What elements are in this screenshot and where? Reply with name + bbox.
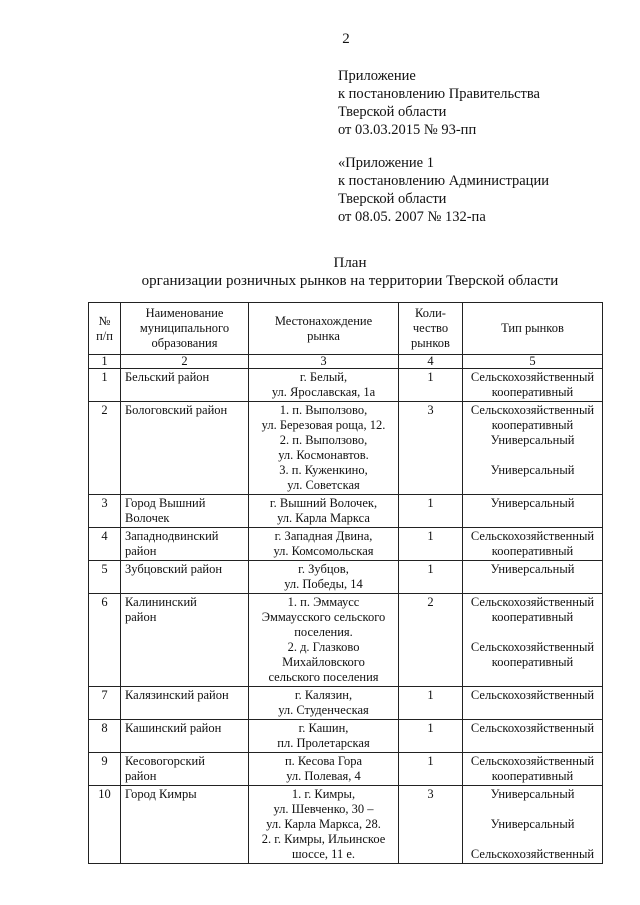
cell-type <box>463 687 603 720</box>
cell-line: 1 <box>427 721 434 735</box>
cell-qty <box>399 786 463 864</box>
cell-line: район <box>125 544 157 558</box>
cell-line: 2. г. Кимры, Ильинское <box>261 832 386 846</box>
cell-line: ул. Шевченко, 30 – <box>273 802 374 816</box>
cell-line: 8 <box>101 721 108 735</box>
cell-line: п. Кесова Гора <box>284 754 363 768</box>
cell-name <box>121 594 249 687</box>
cell-line: Кашинский район <box>125 721 222 735</box>
cell-line: Универсальный <box>490 817 575 831</box>
cell-line: ул. Студенческая <box>278 703 369 717</box>
cell-line: Бельский район <box>125 370 210 384</box>
cell-line: район <box>125 769 157 783</box>
cell-line: Сельскохозяйственный <box>470 403 595 417</box>
cell-line: г. Вышний Волочек, <box>269 496 378 510</box>
cell-line: Эммаусского сельского <box>261 610 386 624</box>
cell-line: 1 <box>427 370 434 384</box>
cell-location <box>249 786 399 864</box>
cell-line: Калязинский район <box>125 688 229 702</box>
cell-line: Михайловского <box>282 655 365 669</box>
appendix-header <box>338 67 540 139</box>
cell-name <box>121 561 249 594</box>
cell-gap <box>465 625 600 640</box>
cell-line: Сельскохозяйственный <box>470 529 595 543</box>
cell-line: Калининский <box>125 595 197 609</box>
cell-line: 7 <box>101 688 108 702</box>
cell-line: 2 <box>427 595 434 609</box>
appendix-line: к постановлению Правительства <box>338 86 540 102</box>
table-row <box>89 369 603 402</box>
cell-line: Универсальный <box>490 787 575 801</box>
cell-line: Город Вышний <box>125 496 206 510</box>
cell-line: Западнодвинский <box>125 529 219 543</box>
cell-line: Универсальный <box>490 562 575 576</box>
table-row <box>89 753 603 786</box>
cell-qty <box>399 495 463 528</box>
cell-gap <box>465 802 600 817</box>
cell-line: кооперативный <box>491 769 574 783</box>
cell-location <box>249 720 399 753</box>
cell-line: 9 <box>101 754 108 768</box>
cell-line: 3 <box>427 403 434 417</box>
cell-type <box>463 495 603 528</box>
cell-line: г. Кашин, <box>298 721 349 735</box>
cell-line: ул. Карла Маркса <box>277 511 370 525</box>
plan-title: План <box>333 255 367 271</box>
cell-qty <box>399 687 463 720</box>
cell-qty <box>399 402 463 495</box>
appendix-line: к постановлению Администрации <box>338 173 549 189</box>
cell-line: 1 <box>427 688 434 702</box>
cell-line: 4 <box>101 529 108 543</box>
cell-line: Сельскохозяйственный <box>470 721 595 735</box>
table-row <box>89 495 603 528</box>
table-row <box>89 402 603 495</box>
cell-line: г. Калязин, <box>294 688 353 702</box>
cell-type <box>463 369 603 402</box>
cell-line: Зубцовский район <box>125 562 223 576</box>
cell-line: кооперативный <box>491 418 574 432</box>
cell-line: 3 <box>427 787 434 801</box>
cell-num <box>89 687 121 720</box>
header-name <box>121 303 249 355</box>
cell-line: 3. п. Куженкино, <box>279 463 368 477</box>
index-cell: 5 <box>463 355 603 369</box>
cell-num <box>89 402 121 495</box>
cell-line: рынка <box>307 328 340 343</box>
cell-line: Тип рынков <box>501 321 564 335</box>
cell-line: Город Кимры <box>125 787 197 801</box>
cell-line: Универсальный <box>490 433 575 447</box>
table-row <box>89 786 603 864</box>
cell-line: рынков <box>411 336 450 350</box>
cell-line: 2. п. Выползово, <box>279 433 368 447</box>
plan-subtitle: организации розничных рынков на территории Тверской области <box>141 273 559 289</box>
cell-location <box>249 594 399 687</box>
cell-line: 6 <box>101 595 108 609</box>
appendix-line: Приложение <box>338 68 416 84</box>
cell-line: 1. г. Кимры, <box>291 787 356 801</box>
cell-line: г. Западная Двина, <box>274 529 373 543</box>
cell-line: 1. п. Эммаусс <box>287 595 360 609</box>
cell-line: 1 <box>101 370 108 384</box>
cell-line: Наименование <box>145 306 224 320</box>
cell-type <box>463 753 603 786</box>
cell-line: Сельскохозяйственный <box>470 640 595 654</box>
cell-line: район <box>125 610 157 624</box>
cell-line: сельского поселения <box>268 670 379 684</box>
cell-num <box>89 786 121 864</box>
cell-name <box>121 402 249 495</box>
cell-line: 1 <box>427 496 434 510</box>
cell-line: Бологовский район <box>125 403 228 417</box>
cell-line: Сельскохозяйственный <box>470 847 595 861</box>
cell-qty <box>399 369 463 402</box>
markets-table <box>88 302 603 864</box>
cell-location <box>249 402 399 495</box>
cell-type <box>463 786 603 864</box>
cell-name <box>121 753 249 786</box>
cell-line: ул. Советская <box>287 478 360 492</box>
cell-line: ул. Полевая, 4 <box>286 769 361 783</box>
index-cell: 4 <box>399 355 463 369</box>
cell-line: муниципального <box>139 321 230 335</box>
cell-line: 1. п. Выползово, <box>279 403 368 417</box>
cell-qty <box>399 753 463 786</box>
table-row <box>89 561 603 594</box>
cell-name <box>121 495 249 528</box>
cell-line: пл. Пролетарская <box>277 736 370 750</box>
cell-line: 1 <box>427 529 434 543</box>
cell-num <box>89 369 121 402</box>
index-cell: 1 <box>89 355 121 369</box>
cell-type <box>463 594 603 687</box>
cell-type <box>463 402 603 495</box>
cell-line: п/п <box>96 328 113 343</box>
cell-name <box>121 786 249 864</box>
cell-line: ул. Березовая роща, 12. <box>261 418 386 432</box>
table-body <box>89 369 603 864</box>
cell-line: кооперативный <box>491 385 574 399</box>
cell-name <box>121 528 249 561</box>
cell-line: кооперативный <box>491 655 574 669</box>
cell-num <box>89 495 121 528</box>
cell-line: № <box>98 313 111 328</box>
table-index-row <box>89 355 603 369</box>
cell-line: Универсальный <box>490 496 575 510</box>
cell-gap <box>465 832 600 847</box>
cell-type <box>463 720 603 753</box>
cell-name <box>121 720 249 753</box>
cell-line: Местонахождение <box>274 313 373 328</box>
cell-line: ул. Карла Маркса, 28. <box>266 817 381 831</box>
cell-num <box>89 753 121 786</box>
page-number: 2 <box>342 31 350 47</box>
header-num <box>89 303 121 355</box>
cell-line: ул. Комсомольская <box>273 544 374 558</box>
cell-num <box>89 561 121 594</box>
appendix-line: Тверской области <box>338 104 447 120</box>
quoted-appendix-header <box>338 154 549 226</box>
cell-qty <box>399 594 463 687</box>
cell-location <box>249 687 399 720</box>
index-cell: 2 <box>121 355 249 369</box>
cell-line: Коли- <box>415 306 446 320</box>
cell-qty <box>399 561 463 594</box>
table-row <box>89 528 603 561</box>
cell-line: 5 <box>101 562 108 576</box>
header-qty <box>399 303 463 355</box>
cell-line: Волочек <box>125 511 170 525</box>
cell-line: ул. Победы, 14 <box>284 577 363 591</box>
header-type <box>463 303 603 355</box>
cell-line: 1 <box>427 562 434 576</box>
cell-line: Кесовогорский <box>125 754 205 768</box>
cell-name <box>121 687 249 720</box>
cell-qty <box>399 720 463 753</box>
cell-line: Сельскохозяйственный <box>470 754 595 768</box>
cell-line: Сельскохозяйственный <box>470 595 595 609</box>
cell-location <box>249 369 399 402</box>
cell-line: Универсальный <box>490 463 575 477</box>
cell-location <box>249 495 399 528</box>
cell-gap <box>465 448 600 463</box>
cell-line: г. Зубцов, <box>298 562 349 576</box>
cell-line: Сельскохозяйственный <box>470 370 595 384</box>
cell-line: чество <box>412 321 449 335</box>
cell-line: 2 <box>101 403 108 417</box>
header-location <box>249 303 399 355</box>
cell-location <box>249 561 399 594</box>
table-header-row <box>89 303 603 355</box>
appendix-line: от 08.05. 2007 № 132-па <box>338 209 486 225</box>
cell-line: 3 <box>101 496 108 510</box>
table-row <box>89 687 603 720</box>
cell-line: образования <box>151 336 218 350</box>
cell-num <box>89 720 121 753</box>
cell-line: ул. Ярославская, 1а <box>271 385 376 399</box>
cell-type <box>463 561 603 594</box>
cell-type <box>463 528 603 561</box>
cell-name <box>121 369 249 402</box>
cell-line: 2. д. Глазково <box>287 640 360 654</box>
cell-line: 1 <box>427 754 434 768</box>
table-row <box>89 594 603 687</box>
cell-line: кооперативный <box>491 610 574 624</box>
cell-line: кооперативный <box>491 544 574 558</box>
appendix-line: от 03.03.2015 № 93-пп <box>338 122 477 138</box>
cell-location <box>249 753 399 786</box>
cell-qty <box>399 528 463 561</box>
table-row <box>89 720 603 753</box>
cell-line: Сельскохозяйственный <box>470 688 595 702</box>
appendix-line: «Приложение 1 <box>338 155 434 171</box>
cell-location <box>249 528 399 561</box>
cell-line: поселения. <box>294 625 353 639</box>
cell-line: г. Белый, <box>299 370 348 384</box>
cell-num <box>89 528 121 561</box>
cell-line: шоссе, 11 е. <box>291 847 356 861</box>
index-cell: 3 <box>249 355 399 369</box>
plan-title-block <box>100 254 600 290</box>
appendix-line: Тверской области <box>338 191 447 207</box>
cell-line: ул. Космонавтов. <box>278 448 369 462</box>
cell-line: 10 <box>98 787 111 801</box>
cell-num <box>89 594 121 687</box>
